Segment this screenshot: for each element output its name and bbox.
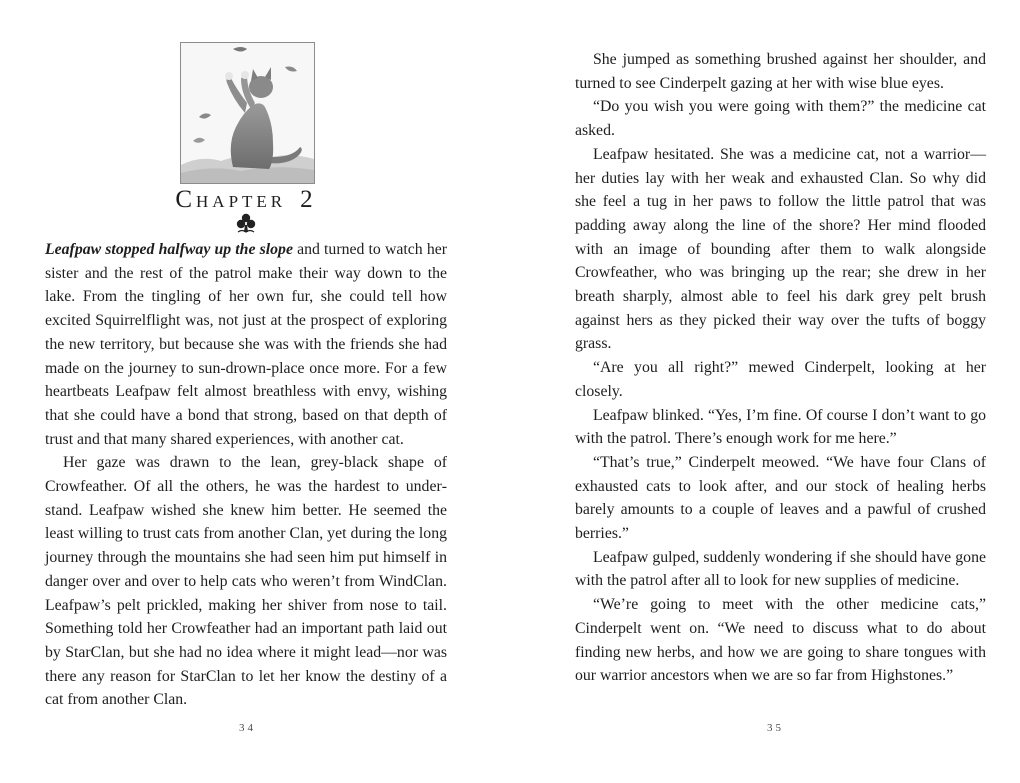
paragraph: Leafpaw blinked. “Yes, I’m fine. Of course I don’t want to go with the patrol. There’s enough work for me here.” (575, 406, 986, 448)
paragraph: “That’s true,” Cinderpelt meowed. “We have four Clans of exhausted cats to look after, and our stock of healing herbs barely amounts to a couple of leaves and a pawful of crushed berries.” (575, 453, 986, 543)
left-page-text (45, 238, 447, 712)
paragraph: “Do you wish you were going with them?” the medicine cat asked. (575, 98, 986, 140)
right-page (510, 0, 1020, 783)
paragraph: Her gaze was drawn to the lean, grey-black shape of Crowfeather. Of all the others, he was the hardest to understand. Leafpaw wished she knew him better. He seemed the least willing to trust cats from another Clan, yet during the long journey through the mountains she had seen him put himself in danger over and over to help cats who weren’t from WindClan. Leafpaw’s pelt prickled, making her shiver from nose to tail. Something told her Crowfeather had an important path laid out by StarClan, but she had no idea where it might lead—nor was there any reason for StarClan to let her know the destiny of a cat from another Clan. (45, 454, 447, 709)
club-flourish-icon (234, 211, 258, 235)
chapter-lead-in: Leafpaw stopped halfway up the slope (45, 241, 293, 258)
page-number: 34 (239, 722, 256, 734)
page-number: 35 (767, 722, 784, 734)
paragraph (45, 238, 447, 451)
paragraph: Leafpaw hesitated. She was a medicine cat, not a warrior—her duties lay with her weak and exhausted Clan. So why did she feel a tug in her paws to follow the little patrol that was padding away along the line of the shore? Her mind flooded with an image of bounding after them to walk alongside Crowfeather, who was bringing up the rear; she drew in her breath sharply, almost able to feel his dark grey pelt brush against hers as they picked their way over the tufts of boggy grass. (575, 145, 986, 353)
chapter-title-word: HAPTER (196, 192, 287, 211)
chapter-title-initial: C (175, 186, 197, 213)
chapter-number: 2 (300, 186, 317, 213)
paragraph: Leafpaw gulped, suddenly wondering if she should have gone with the patrol after all to look for new supplies of medicine. (575, 548, 986, 590)
paragraph-text: and turned to watch her sister and the rest of the patrol make their way down to the lake. From the tingling of her own fur, she could tell how excited Squirrelflight was, not just at the prospect of exploring the new territory, but because she was with the friends she had made on the journey to sun-drown-place once more. For a few heartbeats Leafpaw felt almost breathless with envy, wishing that she could have a bond that strong, based on that depth of trust and that many shared experiences, with another cat. (45, 241, 447, 448)
paragraph: “Are you all right?” mewed Cinderpelt, looking at her closely. (575, 359, 986, 400)
paragraph: She jumped as something brushed against her shoulder, and turned to see Cinderpelt gazing at her with wise blue eyes. (575, 51, 986, 92)
paragraph: “We’re going to meet with the other medicine cats,” Cinderpelt went on. “We need to discuss what to do about finding new herbs, and how we are going to share tongues with our warrior ancestors when we are so far from Highstones.” (575, 596, 986, 685)
chapter-illustration (180, 42, 315, 184)
right-page-text (575, 48, 986, 688)
